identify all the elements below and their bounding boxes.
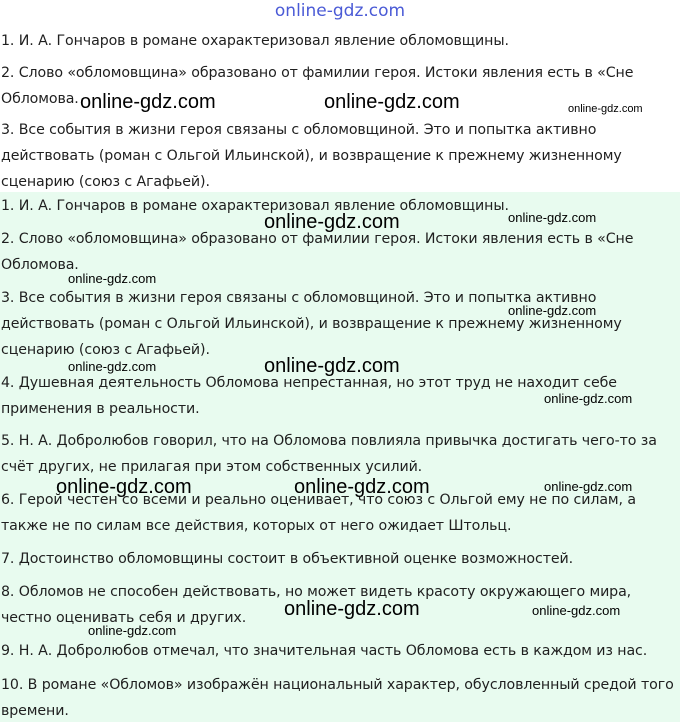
answer-item-3: 3. Все события в жизни героя связаны с обломовщиной. Это и попытка активно действовать (роман с Ольгой Ильинской), и возвращение к прежнему жизненному сценарию (союз с Агафьей). bbox=[1, 290, 622, 358]
watermark: online-gdz.com bbox=[324, 91, 460, 113]
watermark: online-gdz.com bbox=[508, 303, 597, 318]
watermark: online-gdz.com bbox=[532, 603, 621, 618]
answer-item-6: 6. Герой честен со всеми и реально оценивает, что союз с Ольгой ему не по силам, а также не по силам все действия, которых от него ожидает Штольц. bbox=[1, 492, 636, 534]
watermark: online-gdz.com bbox=[68, 271, 157, 286]
top-list-item-2: 2. Слово «обломовщина» образовано от фамилии героя. Истоки явления есть в «Сне Обломова. bbox=[1, 65, 634, 107]
watermark: online-gdz.com bbox=[568, 103, 643, 115]
top-list-item-1: 1. И. А. Гончаров в романе охарактеризовал явление обломовщины. bbox=[1, 33, 509, 49]
answer-item-2: 2. Слово «обломовщина» образовано от фамилии героя. Истоки явления есть в «Сне Обломова. bbox=[1, 231, 634, 273]
watermark: online-gdz.com bbox=[264, 211, 400, 233]
answer-item-10: 10. В романе «Обломов» изображён национальный характер, обусловленный средой того времени. bbox=[1, 677, 674, 719]
watermark: online-gdz.com bbox=[80, 91, 216, 113]
watermark: online-gdz.com bbox=[284, 598, 420, 620]
watermark: online-gdz.com bbox=[88, 623, 177, 638]
answer-item-8: 8. Обломов не способен действовать, но может видеть красоту окружающего мира, честно оценивать себя и других. bbox=[1, 584, 632, 626]
watermark: online-gdz.com bbox=[294, 476, 430, 498]
top-list-item-3: 3. Все события в жизни героя связаны с обломовщиной. Это и попытка активно действовать (роман с Ольгой Ильинской), и возвращение к прежнему жизненному сценарию (союз с Агафьей). bbox=[1, 122, 622, 190]
answer-item-9: 9. Н. А. Добролюбов отмечал, что значительная часть Обломова есть в каждом из нас. bbox=[1, 643, 648, 659]
watermark: online-gdz.com bbox=[68, 359, 157, 374]
watermark: online-gdz.com bbox=[56, 476, 192, 498]
answer-item-7: 7. Достоинство обломовщины состоит в объективной оценке возможностей. bbox=[1, 551, 574, 567]
answer-item-5: 5. Н. А. Добролюбов говорил, что на Обломова повлияла привычка достигать чего-то за счёт других, не прилагая при этом собственных усилий. bbox=[1, 433, 657, 475]
answer-item-4: 4. Душевная деятельность Обломова непрестанная, но этот труд не находит себе применения в реальности. bbox=[1, 375, 617, 417]
watermark: online-gdz.com bbox=[544, 479, 633, 494]
answer-item-1: 1. И. А. Гончаров в романе охарактеризовал явление обломовщины. bbox=[1, 198, 509, 214]
watermark: online-gdz.com bbox=[264, 355, 400, 377]
watermark: online-gdz.com bbox=[544, 391, 633, 406]
watermark: online-gdz.com bbox=[508, 210, 597, 225]
header-watermark: online-gdz.com bbox=[274, 1, 406, 21]
